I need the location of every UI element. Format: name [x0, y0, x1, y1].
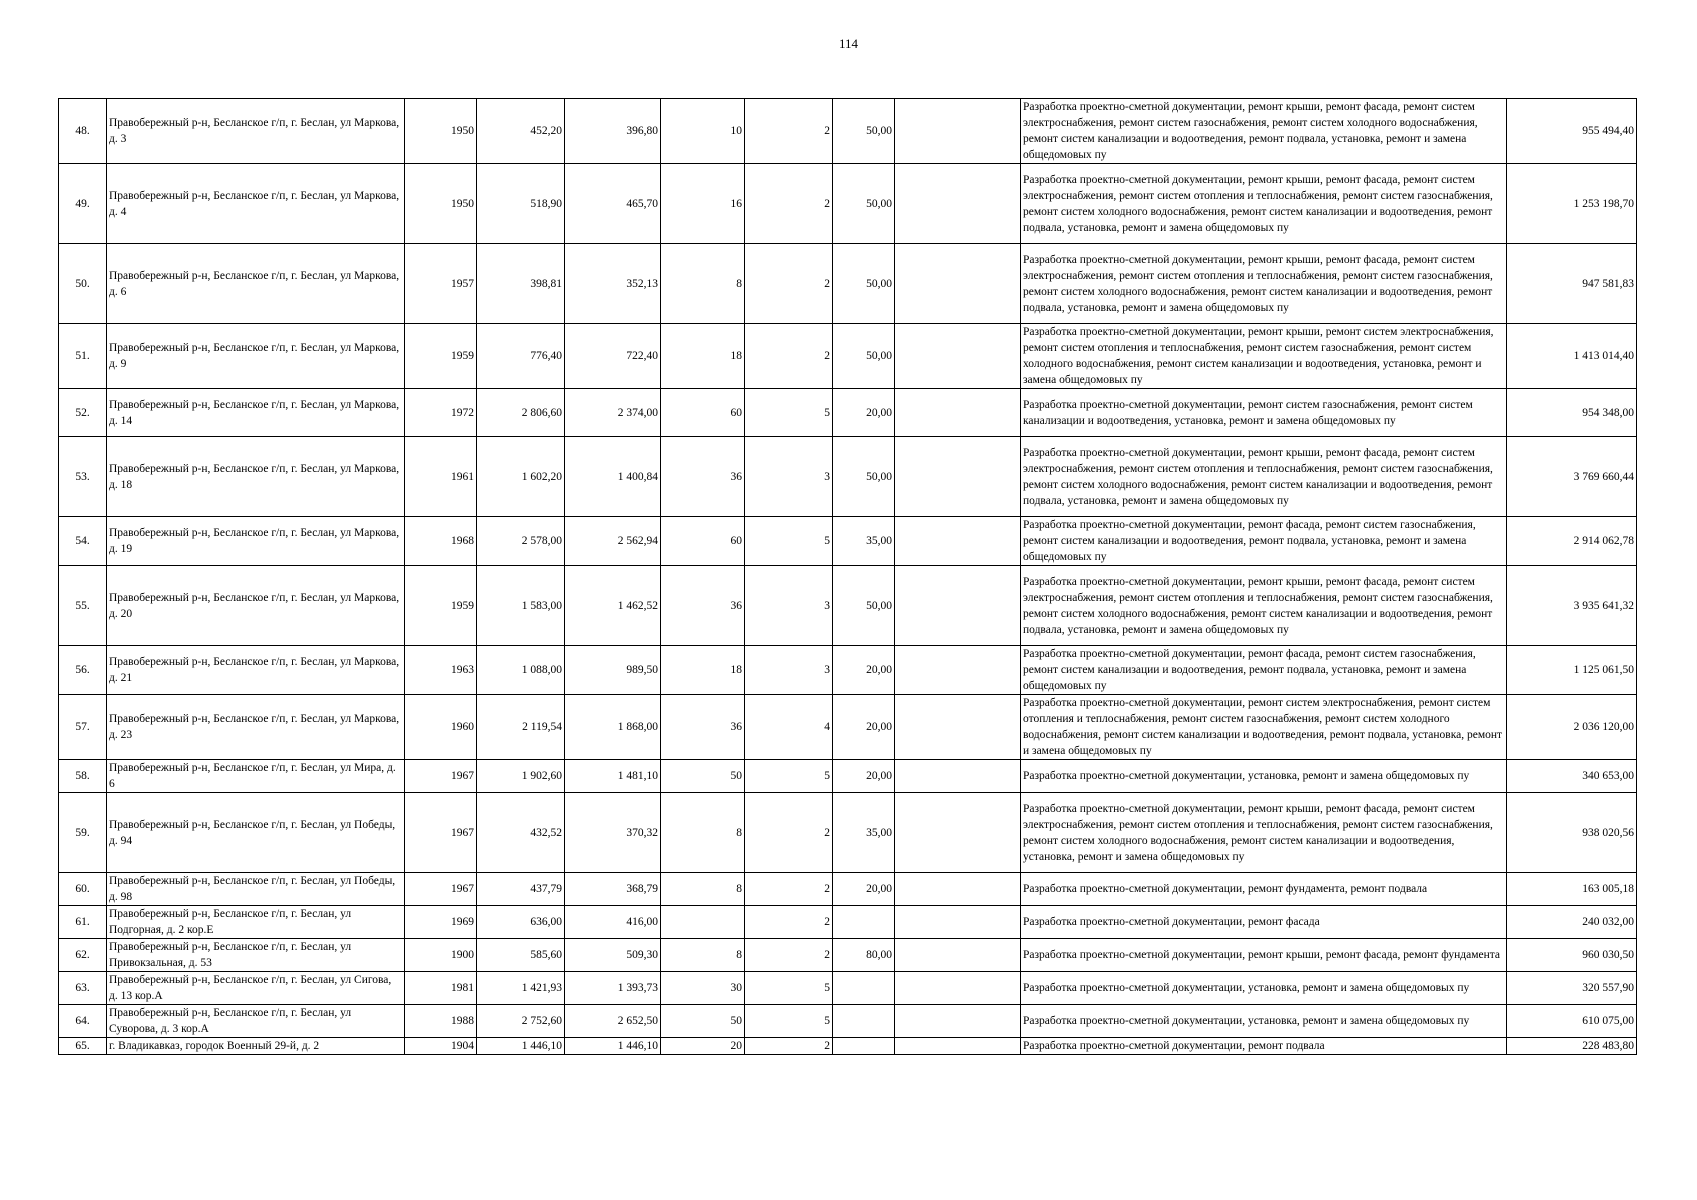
living-area-cell: 722,40 — [565, 324, 661, 389]
extra-cell — [895, 695, 1021, 760]
total-area-cell: 2 578,00 — [477, 517, 565, 566]
cost-cell: 610 075,00 — [1507, 1005, 1637, 1038]
floors-cell: 2 — [745, 244, 833, 324]
year-cell: 1959 — [405, 566, 477, 646]
row-number: 48. — [59, 99, 107, 164]
floors-cell: 3 — [745, 566, 833, 646]
extra-cell — [895, 1038, 1021, 1055]
residents-cell: 8 — [661, 873, 745, 906]
residents-cell: 30 — [661, 972, 745, 1005]
works-cell: Разработка проектно-сметной документации, ремонт крыши, ремонт фасада, ремонт фундамента — [1021, 939, 1507, 972]
wear-cell: 35,00 — [833, 793, 895, 873]
table-row — [59, 972, 1637, 1005]
residents-cell: 36 — [661, 695, 745, 760]
year-cell: 1960 — [405, 695, 477, 760]
living-area-cell: 1 446,10 — [565, 1038, 661, 1055]
floors-cell: 2 — [745, 164, 833, 244]
table-row — [59, 760, 1637, 793]
floors-cell: 5 — [745, 972, 833, 1005]
wear-cell: 50,00 — [833, 437, 895, 517]
extra-cell — [895, 646, 1021, 695]
works-cell: Разработка проектно-сметной документации, ремонт фасада — [1021, 906, 1507, 939]
year-cell: 1967 — [405, 760, 477, 793]
extra-cell — [895, 164, 1021, 244]
wear-cell: 20,00 — [833, 389, 895, 437]
cost-cell: 938 020,56 — [1507, 793, 1637, 873]
row-number: 64. — [59, 1005, 107, 1038]
cost-cell: 1 413 014,40 — [1507, 324, 1637, 389]
address-cell: Правобережный р-н, Бесланское г/п, г. Беслан, ул Мира, д. 6 — [107, 760, 405, 793]
wear-cell — [833, 972, 895, 1005]
works-cell: Разработка проектно-сметной документации, ремонт фасада, ремонт систем газоснабжения, ремонт систем канализации и водоотведения, ремонт подвала, установка, ремонт и замена общедомовых пу — [1021, 517, 1507, 566]
cost-cell: 947 581,83 — [1507, 244, 1637, 324]
cost-cell: 2 036 120,00 — [1507, 695, 1637, 760]
year-cell: 1963 — [405, 646, 477, 695]
residents-cell: 10 — [661, 99, 745, 164]
year-cell: 1968 — [405, 517, 477, 566]
housing-repair-table — [58, 98, 1637, 1055]
floors-cell: 5 — [745, 517, 833, 566]
row-number: 49. — [59, 164, 107, 244]
address-cell: Правобережный р-н, Бесланское г/п, г. Беслан, ул Маркова, д. 23 — [107, 695, 405, 760]
wear-cell: 20,00 — [833, 646, 895, 695]
cost-cell: 163 005,18 — [1507, 873, 1637, 906]
works-cell: Разработка проектно-сметной документации, ремонт крыши, ремонт фасада, ремонт систем электроснабжения, ремонт систем отопления и теплоснабжения, ремонт систем газоснабжения, ремонт систем холодного водоснабжения, ремонт систем канализации и водоотведения, ремонт подвала, установка, ремонт и замена общедомовых пу — [1021, 244, 1507, 324]
total-area-cell: 2 806,60 — [477, 389, 565, 437]
page-number: 114 — [838, 36, 859, 51]
works-cell: Разработка проектно-сметной документации, ремонт крыши, ремонт фасада, ремонт систем электроснабжения, ремонт систем отопления и теплоснабжения, ремонт систем газоснабжения, ремонт систем холодного водоснабжения, ремонт систем канализации и водоотведения, ремонт подвала, установка, ремонт и замена общедомовых пу — [1021, 164, 1507, 244]
works-cell: Разработка проектно-сметной документации, ремонт крыши, ремонт систем электроснабжения, ремонт систем отопления и теплоснабжения, ремонт систем газоснабжения, ремонт систем холодного водоснабжения, ремонт систем канализации и водоотведения, установка, ремонт и замена общедомовых пу — [1021, 324, 1507, 389]
table-row — [59, 324, 1637, 389]
living-area-cell: 416,00 — [565, 906, 661, 939]
total-area-cell: 432,52 — [477, 793, 565, 873]
total-area-cell: 452,20 — [477, 99, 565, 164]
works-cell: Разработка проектно-сметной документации, ремонт крыши, ремонт фасада, ремонт систем электроснабжения, ремонт систем газоснабжения, ремонт систем холодного водоснабжения, ремонт систем канализации и водоотведения, ремонт подвала, установка, ремонт и замена общедомовых пу — [1021, 99, 1507, 164]
extra-cell — [895, 517, 1021, 566]
works-cell: Разработка проектно-сметной документации, ремонт крыши, ремонт фасада, ремонт систем электроснабжения, ремонт систем отопления и теплоснабжения, ремонт систем газоснабжения, ремонт систем холодного водоснабжения, ремонт систем канализации и водоотведения, установка, ремонт и замена общедомовых пу — [1021, 793, 1507, 873]
cost-cell: 240 032,00 — [1507, 906, 1637, 939]
floors-cell: 5 — [745, 1005, 833, 1038]
residents-cell: 20 — [661, 1038, 745, 1055]
residents-cell: 60 — [661, 389, 745, 437]
works-cell: Разработка проектно-сметной документации, ремонт фасада, ремонт систем газоснабжения, ремонт систем канализации и водоотведения, ремонт подвала, установка, ремонт и замена общедомовых пу — [1021, 646, 1507, 695]
total-area-cell: 398,81 — [477, 244, 565, 324]
row-number: 58. — [59, 760, 107, 793]
wear-cell — [833, 1005, 895, 1038]
wear-cell: 50,00 — [833, 164, 895, 244]
row-number: 60. — [59, 873, 107, 906]
cost-cell: 3 935 641,32 — [1507, 566, 1637, 646]
living-area-cell: 1 868,00 — [565, 695, 661, 760]
works-cell: Разработка проектно-сметной документации, установка, ремонт и замена общедомовых пу — [1021, 1005, 1507, 1038]
total-area-cell: 2 752,60 — [477, 1005, 565, 1038]
extra-cell — [895, 566, 1021, 646]
wear-cell: 50,00 — [833, 324, 895, 389]
living-area-cell: 368,79 — [565, 873, 661, 906]
year-cell: 1959 — [405, 324, 477, 389]
cost-cell: 320 557,90 — [1507, 972, 1637, 1005]
year-cell: 1961 — [405, 437, 477, 517]
total-area-cell: 1 902,60 — [477, 760, 565, 793]
cost-cell: 2 914 062,78 — [1507, 517, 1637, 566]
extra-cell — [895, 99, 1021, 164]
residents-cell: 36 — [661, 566, 745, 646]
total-area-cell: 2 119,54 — [477, 695, 565, 760]
address-cell: Правобережный р-н, Бесланское г/п, г. Беслан, ул Победы, д. 98 — [107, 873, 405, 906]
address-cell: Правобережный р-н, Бесланское г/п, г. Беслан, ул Суворова, д. 3 кор.А — [107, 1005, 405, 1038]
wear-cell: 50,00 — [833, 99, 895, 164]
table-row — [59, 695, 1637, 760]
living-area-cell: 465,70 — [565, 164, 661, 244]
table-row — [59, 517, 1637, 566]
address-cell: Правобережный р-н, Бесланское г/п, г. Беслан, ул Маркова, д. 4 — [107, 164, 405, 244]
address-cell: Правобережный р-н, Бесланское г/п, г. Беслан, ул Маркова, д. 21 — [107, 646, 405, 695]
table-row — [59, 1005, 1637, 1038]
extra-cell — [895, 324, 1021, 389]
living-area-cell: 989,50 — [565, 646, 661, 695]
cost-cell: 954 348,00 — [1507, 389, 1637, 437]
table-row — [59, 793, 1637, 873]
row-number: 62. — [59, 939, 107, 972]
total-area-cell: 585,60 — [477, 939, 565, 972]
cost-cell: 1 253 198,70 — [1507, 164, 1637, 244]
extra-cell — [895, 760, 1021, 793]
table-row — [59, 906, 1637, 939]
total-area-cell: 636,00 — [477, 906, 565, 939]
living-area-cell: 352,13 — [565, 244, 661, 324]
table-row — [59, 164, 1637, 244]
residents-cell: 8 — [661, 793, 745, 873]
residents-cell: 60 — [661, 517, 745, 566]
table-row — [59, 646, 1637, 695]
wear-cell: 20,00 — [833, 760, 895, 793]
year-cell: 1972 — [405, 389, 477, 437]
year-cell: 1969 — [405, 906, 477, 939]
row-number: 50. — [59, 244, 107, 324]
residents-cell: 50 — [661, 1005, 745, 1038]
row-number: 65. — [59, 1038, 107, 1055]
row-number: 54. — [59, 517, 107, 566]
living-area-cell: 1 400,84 — [565, 437, 661, 517]
address-cell: Правобережный р-н, Бесланское г/п, г. Беслан, ул Маркова, д. 18 — [107, 437, 405, 517]
year-cell: 1981 — [405, 972, 477, 1005]
address-cell: Правобережный р-н, Бесланское г/п, г. Беслан, ул Маркова, д. 19 — [107, 517, 405, 566]
extra-cell — [895, 793, 1021, 873]
row-number: 55. — [59, 566, 107, 646]
living-area-cell: 396,80 — [565, 99, 661, 164]
wear-cell — [833, 906, 895, 939]
table-body — [59, 99, 1637, 1055]
cost-cell: 3 769 660,44 — [1507, 437, 1637, 517]
extra-cell — [895, 437, 1021, 517]
address-cell: Правобережный р-н, Бесланское г/п, г. Беслан, ул Маркова, д. 3 — [107, 99, 405, 164]
extra-cell — [895, 244, 1021, 324]
address-cell: Правобережный р-н, Бесланское г/п, г. Беслан, ул Маркова, д. 6 — [107, 244, 405, 324]
floors-cell: 2 — [745, 873, 833, 906]
table-row — [59, 873, 1637, 906]
floors-cell: 2 — [745, 939, 833, 972]
row-number: 57. — [59, 695, 107, 760]
living-area-cell: 1 481,10 — [565, 760, 661, 793]
total-area-cell: 1 088,00 — [477, 646, 565, 695]
total-area-cell: 1 602,20 — [477, 437, 565, 517]
table-row — [59, 437, 1637, 517]
floors-cell: 4 — [745, 695, 833, 760]
residents-cell: 18 — [661, 646, 745, 695]
residents-cell: 18 — [661, 324, 745, 389]
total-area-cell: 1 583,00 — [477, 566, 565, 646]
year-cell: 1967 — [405, 793, 477, 873]
wear-cell — [833, 1038, 895, 1055]
year-cell: 1988 — [405, 1005, 477, 1038]
extra-cell — [895, 1005, 1021, 1038]
extra-cell — [895, 873, 1021, 906]
extra-cell — [895, 389, 1021, 437]
row-number: 56. — [59, 646, 107, 695]
table-row — [59, 566, 1637, 646]
wear-cell: 20,00 — [833, 873, 895, 906]
table-row — [59, 1038, 1637, 1055]
total-area-cell: 776,40 — [477, 324, 565, 389]
works-cell: Разработка проектно-сметной документации, ремонт крыши, ремонт фасада, ремонт систем электроснабжения, ремонт систем отопления и теплоснабжения, ремонт систем газоснабжения, ремонт систем холодного водоснабжения, ремонт систем канализации и водоотведения, ремонт подвала, установка, ремонт и замена общедомовых пу — [1021, 437, 1507, 517]
extra-cell — [895, 939, 1021, 972]
works-cell: Разработка проектно-сметной документации, ремонт систем электроснабжения, ремонт систем отопления и теплоснабжения, ремонт систем газоснабжения, ремонт систем холодного водоснабжения, ремонт систем канализации и водоотведения, ремонт подвала, установка, ремонт и замена общедомовых пу — [1021, 695, 1507, 760]
cost-cell: 1 125 061,50 — [1507, 646, 1637, 695]
residents-cell: 36 — [661, 437, 745, 517]
residents-cell — [661, 906, 745, 939]
address-cell: Правобережный р-н, Бесланское г/п, г. Беслан, ул Победы, д. 94 — [107, 793, 405, 873]
living-area-cell: 1 393,73 — [565, 972, 661, 1005]
cost-cell: 960 030,50 — [1507, 939, 1637, 972]
table-row — [59, 389, 1637, 437]
row-number: 63. — [59, 972, 107, 1005]
works-cell: Разработка проектно-сметной документации, ремонт фундамента, ремонт подвала — [1021, 873, 1507, 906]
year-cell: 1967 — [405, 873, 477, 906]
year-cell: 1950 — [405, 99, 477, 164]
year-cell: 1950 — [405, 164, 477, 244]
total-area-cell: 1 446,10 — [477, 1038, 565, 1055]
address-cell: Правобережный р-н, Бесланское г/п, г. Беслан, ул Маркова, д. 20 — [107, 566, 405, 646]
year-cell: 1957 — [405, 244, 477, 324]
living-area-cell: 509,30 — [565, 939, 661, 972]
extra-cell — [895, 906, 1021, 939]
floors-cell: 3 — [745, 437, 833, 517]
floors-cell: 5 — [745, 760, 833, 793]
cost-cell: 955 494,40 — [1507, 99, 1637, 164]
works-cell: Разработка проектно-сметной документации, установка, ремонт и замена общедомовых пу — [1021, 760, 1507, 793]
row-number: 59. — [59, 793, 107, 873]
floors-cell: 2 — [745, 793, 833, 873]
floors-cell: 2 — [745, 906, 833, 939]
address-cell: Правобережный р-н, Бесланское г/п, г. Беслан, ул Маркова, д. 9 — [107, 324, 405, 389]
total-area-cell: 1 421,93 — [477, 972, 565, 1005]
total-area-cell: 518,90 — [477, 164, 565, 244]
residents-cell: 8 — [661, 939, 745, 972]
works-cell: Разработка проектно-сметной документации, ремонт подвала — [1021, 1038, 1507, 1055]
row-number: 61. — [59, 906, 107, 939]
works-cell: Разработка проектно-сметной документации, ремонт систем газоснабжения, ремонт систем канализации и водоотведения, установка, ремонт и замена общедомовых пу — [1021, 389, 1507, 437]
floors-cell: 2 — [745, 99, 833, 164]
living-area-cell: 1 462,52 — [565, 566, 661, 646]
residents-cell: 16 — [661, 164, 745, 244]
row-number: 52. — [59, 389, 107, 437]
cost-cell: 228 483,80 — [1507, 1038, 1637, 1055]
extra-cell — [895, 972, 1021, 1005]
wear-cell: 50,00 — [833, 566, 895, 646]
address-cell: Правобережный р-н, Бесланское г/п, г. Беслан, ул Привокзальная, д. 53 — [107, 939, 405, 972]
table-row — [59, 244, 1637, 324]
living-area-cell: 2 562,94 — [565, 517, 661, 566]
floors-cell: 2 — [745, 324, 833, 389]
address-cell: г. Владикавказ, городок Военный 29-й, д. 2 — [107, 1038, 405, 1055]
wear-cell: 35,00 — [833, 517, 895, 566]
address-cell: Правобережный р-н, Бесланское г/п, г. Беслан, ул Маркова, д. 14 — [107, 389, 405, 437]
works-cell: Разработка проектно-сметной документации, ремонт крыши, ремонт фасада, ремонт систем электроснабжения, ремонт систем отопления и теплоснабжения, ремонт систем газоснабжения, ремонт систем холодного водоснабжения, ремонт систем канализации и водоотведения, ремонт подвала, установка, ремонт и замена общедомовых пу — [1021, 566, 1507, 646]
year-cell: 1900 — [405, 939, 477, 972]
address-cell: Правобережный р-н, Бесланское г/п, г. Беслан, ул Сигова, д. 13 кор.А — [107, 972, 405, 1005]
floors-cell: 2 — [745, 1038, 833, 1055]
table-row — [59, 99, 1637, 164]
year-cell: 1904 — [405, 1038, 477, 1055]
cost-cell: 340 653,00 — [1507, 760, 1637, 793]
floors-cell: 5 — [745, 389, 833, 437]
row-number: 51. — [59, 324, 107, 389]
total-area-cell: 437,79 — [477, 873, 565, 906]
residents-cell: 50 — [661, 760, 745, 793]
living-area-cell: 2 374,00 — [565, 389, 661, 437]
wear-cell: 50,00 — [833, 244, 895, 324]
table-row — [59, 939, 1637, 972]
residents-cell: 8 — [661, 244, 745, 324]
wear-cell: 80,00 — [833, 939, 895, 972]
row-number: 53. — [59, 437, 107, 517]
wear-cell: 20,00 — [833, 695, 895, 760]
living-area-cell: 2 652,50 — [565, 1005, 661, 1038]
address-cell: Правобережный р-н, Бесланское г/п, г. Беслан, ул Подгорная, д. 2 кор.Е — [107, 906, 405, 939]
living-area-cell: 370,32 — [565, 793, 661, 873]
floors-cell: 3 — [745, 646, 833, 695]
works-cell: Разработка проектно-сметной документации, установка, ремонт и замена общедомовых пу — [1021, 972, 1507, 1005]
